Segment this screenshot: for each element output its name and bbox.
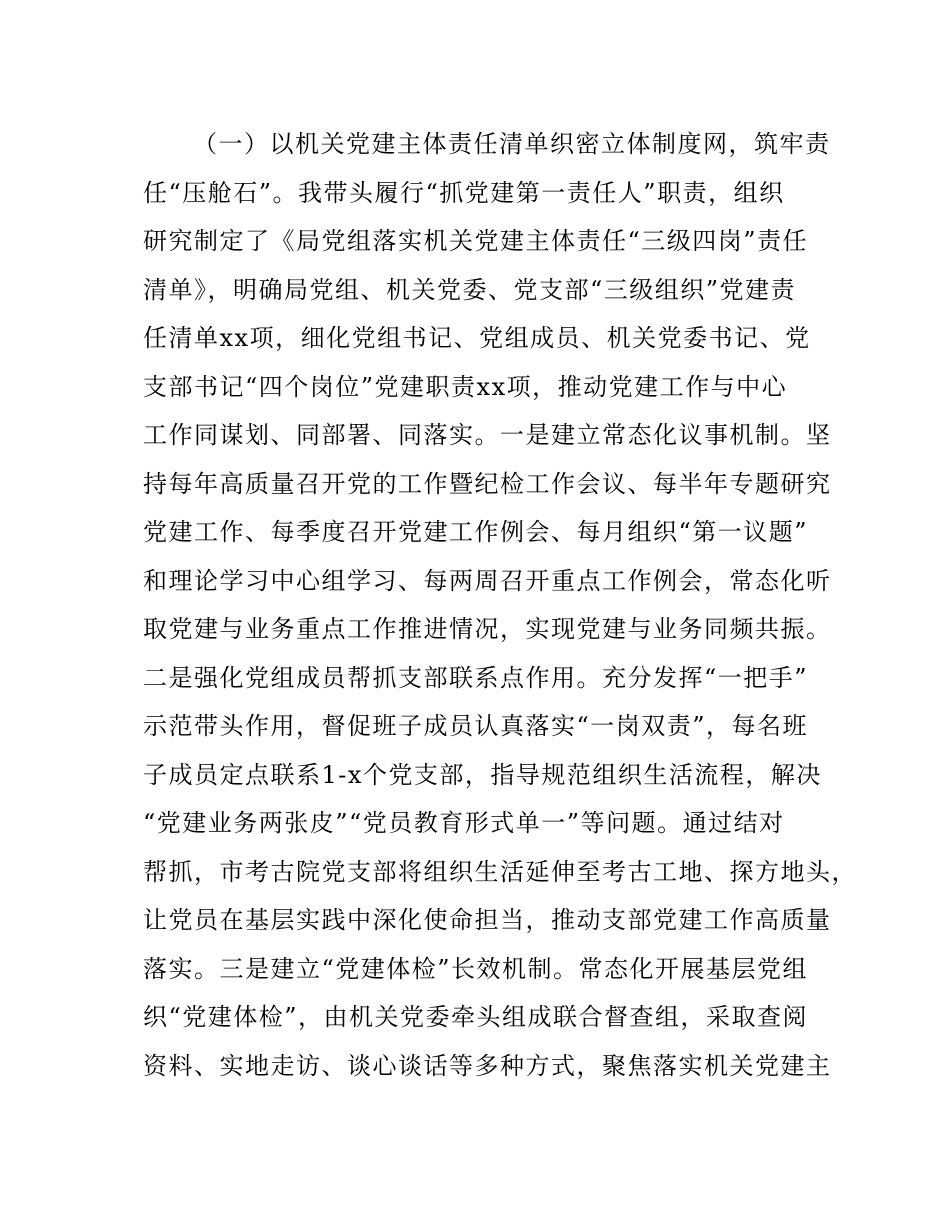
paragraph-line-10: 和理论学习中心组学习、每两周召开重点工作例会，常态化听 xyxy=(143,566,832,595)
paragraph-line-20: 资料、实地走访、谈心谈话等多种方式，聚焦落实机关党建主 xyxy=(143,1051,832,1080)
paragraph-line-1: （一）以机关党建主体责任清单织密立体制度网，筑牢责 xyxy=(193,130,831,158)
paragraph-line-9: 党建工作、每季度召开党建工作例会、每月组织“第一议题” xyxy=(143,518,809,546)
paragraph-line-4: 清单》，明确局党组、机关党委、党支部“三级组织”党建责 xyxy=(143,275,797,304)
paragraph-line-15: “党建业务两张皮”“党员教育形式单一”等问题。通过结对 xyxy=(143,809,785,837)
paragraph-line-12: 二是强化党组成员帮抓支部联系点作用。充分发挥“一把手” xyxy=(143,663,809,692)
paragraph-line-7: 工作同谋划、同部署、同落实。一是建立常态化议事机制。坚 xyxy=(143,421,832,449)
paragraph-line-6: 支部书记“四个岗位”党建职责xx项，推动党建工作与中心 xyxy=(143,372,788,401)
paragraph-line-19: 织“党建体检”，由机关党委牵头组成联合督查组，采取查阅 xyxy=(143,1003,809,1031)
paragraph-line-14: 子成员定点联系1-x个党支部，指导规范组织生活流程，解决 xyxy=(143,760,822,789)
paragraph-line-13: 示范带头作用，督促班子成员认真落实“一岗双责”，每名班 xyxy=(143,712,809,740)
paragraph-line-8: 持每年高质量召开党的工作暨纪检工作会议、每半年专题研究 xyxy=(143,469,832,498)
paragraph-line-5: 任清单xx项，细化党组书记、党组成员、机关党委书记、党 xyxy=(143,324,811,352)
paragraph-line-2: 任“压舱石”。我带头履行“抓党建第一责任人”职责，组织 xyxy=(143,178,785,207)
paragraph-line-11: 取党建与业务重点工作推进情况，实现党建与业务同频共振。 xyxy=(143,615,832,643)
paragraph-line-16: 帮抓，市考古院党支部将组织生活延伸至考古工地、探方地头， xyxy=(143,857,857,886)
body-paragraph xyxy=(143,120,857,1090)
paragraph-line-3: 研究制定了《局党组落实机关党建主体责任“三级四岗”责任 xyxy=(143,227,809,255)
paragraph-line-17: 让党员在基层实践中深化使命担当，推动支部党建工作高质量 xyxy=(143,906,832,934)
paragraph-line-18: 落实。三是建立“党建体检”长效机制。常态化开展基层党组 xyxy=(143,954,809,983)
